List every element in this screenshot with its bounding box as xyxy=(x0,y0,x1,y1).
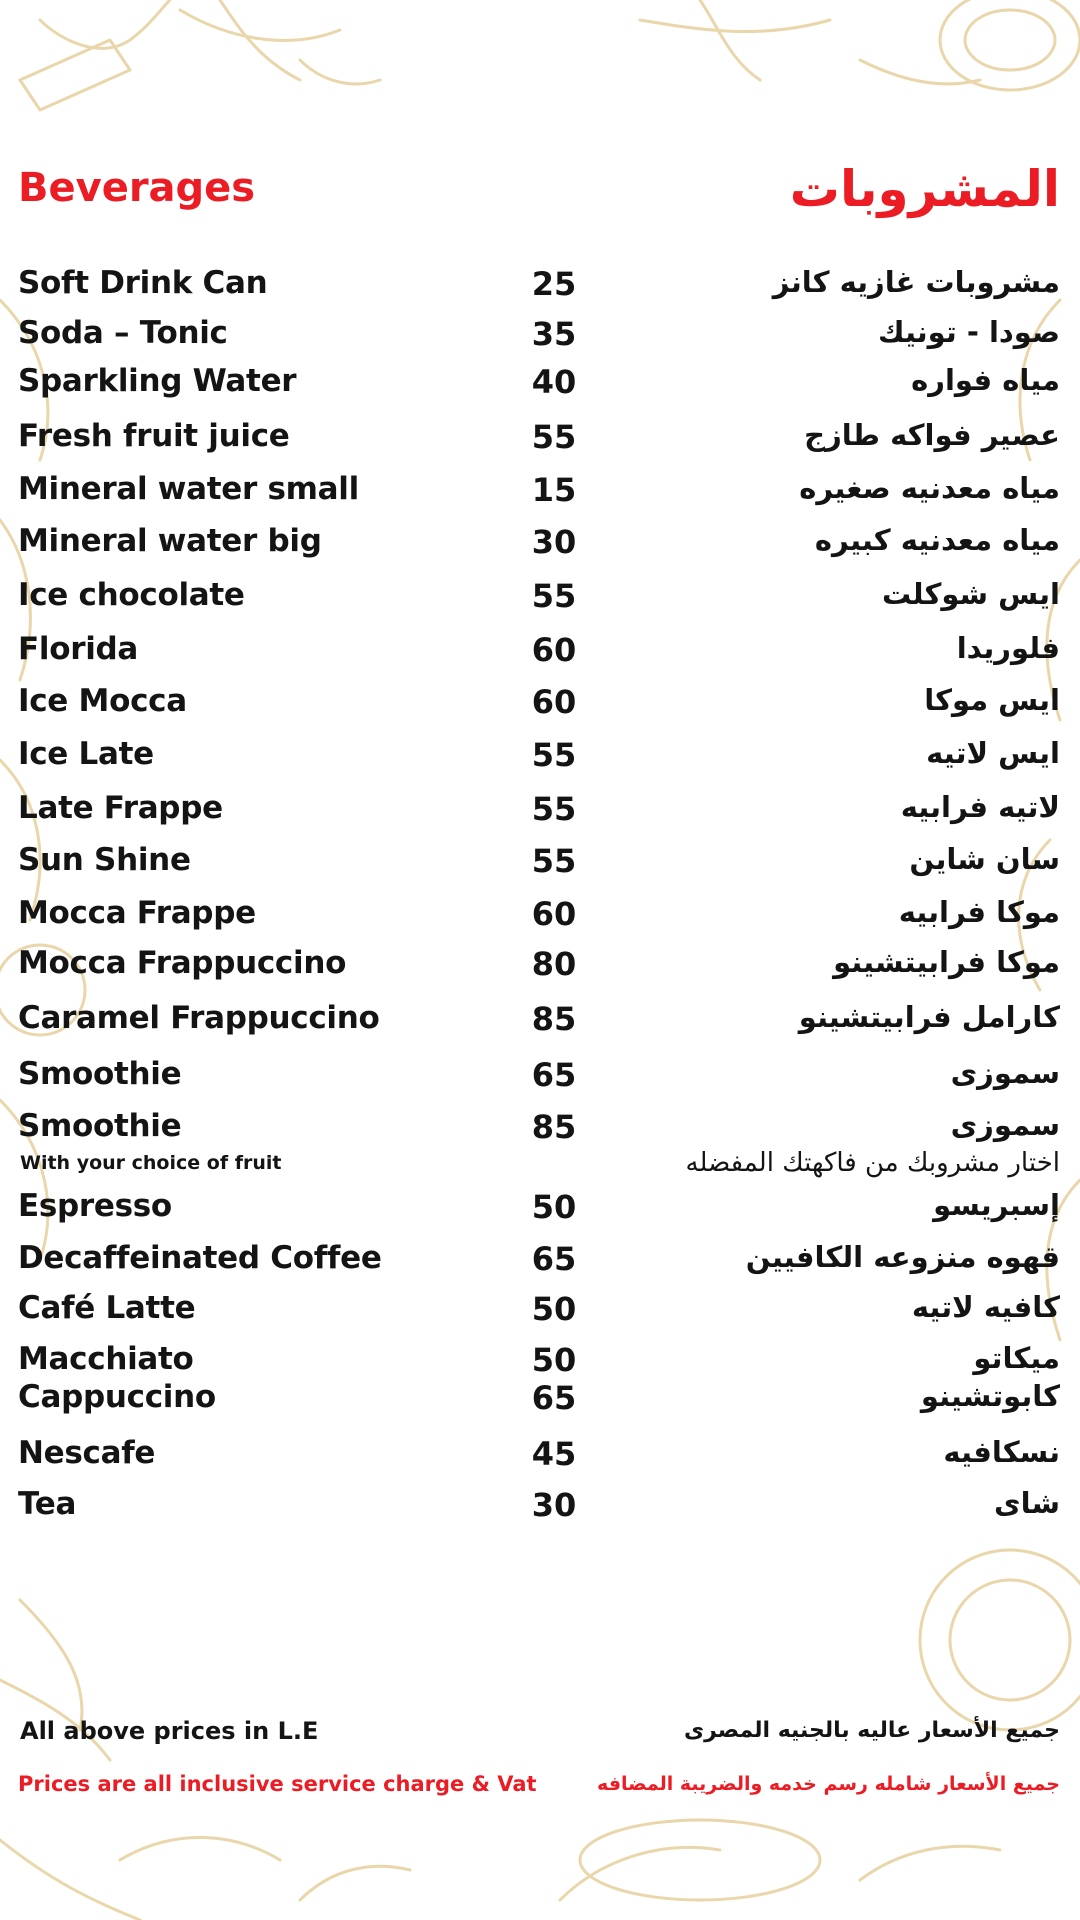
item-price: 30 xyxy=(531,1486,577,1524)
tax-note-ar: جميع الأسعار شامله رسم خدمه والضريبة المضافه xyxy=(597,1773,1060,1795)
item-name-ar: كافيه لاتيه xyxy=(911,1290,1060,1324)
menu-item-row xyxy=(0,418,1080,462)
item-price: 50 xyxy=(531,1290,577,1328)
item-name-ar: مياه معدنيه كبيره xyxy=(814,523,1060,557)
item-price: 50 xyxy=(531,1188,577,1226)
item-name-ar: صودا - تونيك xyxy=(877,315,1060,349)
item-price: 65 xyxy=(531,1240,577,1278)
item-price: 55 xyxy=(531,418,577,456)
menu-item-row xyxy=(0,471,1080,515)
item-name-ar: سان شاين xyxy=(909,842,1060,876)
section-title-en: Beverages xyxy=(18,165,256,211)
item-name-ar: شاى xyxy=(994,1486,1060,1520)
item-name-ar: فلوريدا xyxy=(956,631,1060,665)
item-note-ar: اختار مشروبك من فاكهتك المفضله xyxy=(685,1148,1060,1178)
item-price: 15 xyxy=(531,471,577,509)
item-price: 80 xyxy=(531,945,577,983)
currency-note-en: All above prices in L.E xyxy=(20,1717,319,1745)
menu-item-row xyxy=(0,315,1080,359)
item-name-ar: موكا فرابيه xyxy=(898,895,1060,929)
item-name-en: Mocca Frappe xyxy=(18,895,256,931)
item-price: 55 xyxy=(531,577,577,615)
item-price: 40 xyxy=(531,363,577,401)
item-note-en: With your choice of fruit xyxy=(20,1152,282,1174)
item-name-ar: كارامل فرابيتشينو xyxy=(798,1000,1060,1034)
item-price: 45 xyxy=(531,1435,577,1473)
item-price: 60 xyxy=(531,895,577,933)
item-price: 85 xyxy=(531,1108,577,1146)
item-name-ar: ايس لاتيه xyxy=(926,736,1060,770)
menu-item-row xyxy=(0,1188,1080,1232)
item-price: 30 xyxy=(531,523,577,561)
menu-item-row xyxy=(0,945,1080,989)
menu-item-row xyxy=(0,1379,1080,1423)
item-name-en: Mocca Frappuccino xyxy=(18,945,347,981)
item-name-en: Mineral water big xyxy=(18,523,322,559)
menu-item-row xyxy=(0,790,1080,834)
item-name-en: Mineral water small xyxy=(18,471,359,507)
item-name-en: Espresso xyxy=(18,1188,172,1224)
item-price: 55 xyxy=(531,736,577,774)
item-name-en: Café Latte xyxy=(18,1290,196,1326)
menu-item-row xyxy=(0,1108,1080,1178)
item-name-ar: قهوه منزوعه الكافيين xyxy=(745,1240,1060,1274)
item-name-en: Sparkling Water xyxy=(18,363,297,399)
item-name-en: Cappuccino xyxy=(18,1379,216,1415)
item-name-ar: ايس موكا xyxy=(924,683,1060,717)
item-name-en: Florida xyxy=(18,631,139,667)
item-name-ar: إسبريسو xyxy=(933,1188,1060,1222)
item-name-en: Fresh fruit juice xyxy=(18,418,290,454)
item-price: 65 xyxy=(531,1056,577,1094)
menu-item-row xyxy=(0,1000,1080,1044)
item-name-ar: ايس شوكلت xyxy=(881,577,1060,611)
item-price: 55 xyxy=(531,790,577,828)
currency-note-ar: جميع الأسعار عاليه بالجنيه المصرى xyxy=(683,1718,1060,1743)
item-name-en: Ice Late xyxy=(18,736,154,772)
item-name-ar: سموزى xyxy=(950,1108,1060,1142)
menu-item-row xyxy=(0,1290,1080,1334)
tax-note-en: Prices are all inclusive service charge & Vat xyxy=(18,1772,537,1796)
menu-item-row xyxy=(0,363,1080,407)
item-name-en: Decaffeinated Coffee xyxy=(18,1240,382,1276)
menu-item-row xyxy=(0,577,1080,621)
item-price: 60 xyxy=(531,631,577,669)
item-name-ar: كابوتشينو xyxy=(920,1379,1060,1413)
section-title-ar: المشروبات xyxy=(789,160,1060,218)
menu-item-row xyxy=(0,1056,1080,1100)
item-price: 85 xyxy=(531,1000,577,1038)
item-name-en: Nescafe xyxy=(18,1435,156,1471)
item-name-ar: عصير فواكه طازج xyxy=(804,418,1060,452)
item-name-en: Caramel Frappuccino xyxy=(18,1000,380,1036)
item-name-ar: ميكاتو xyxy=(973,1341,1060,1375)
item-name-en: Ice chocolate xyxy=(18,577,245,613)
menu-item-row xyxy=(0,683,1080,727)
item-name-ar: مشروبات غازيه كانز xyxy=(772,265,1060,299)
item-name-ar: لاتيه فرابيه xyxy=(900,790,1060,824)
item-name-en: Soft Drink Can xyxy=(18,265,268,301)
item-name-en: Macchiato xyxy=(18,1341,194,1377)
item-name-ar: سموزى xyxy=(950,1056,1060,1090)
menu-item-row xyxy=(0,1486,1080,1530)
item-name-en: Smoothie xyxy=(18,1108,182,1144)
item-price: 50 xyxy=(531,1341,577,1379)
item-price: 65 xyxy=(531,1379,577,1417)
item-name-en: Smoothie xyxy=(18,1056,182,1092)
item-name-en: Tea xyxy=(18,1486,77,1522)
item-name-en: Late Frappe xyxy=(18,790,223,826)
item-name-ar: موكا فرابيتشينو xyxy=(833,945,1060,979)
item-price: 60 xyxy=(531,683,577,721)
menu-item-row xyxy=(0,265,1080,309)
menu-item-row xyxy=(0,1240,1080,1284)
menu-item-row xyxy=(0,895,1080,939)
menu-item-row xyxy=(0,631,1080,675)
item-name-ar: مياه فواره xyxy=(911,363,1060,397)
item-name-en: Soda – Tonic xyxy=(18,315,228,351)
item-price: 25 xyxy=(531,265,577,303)
menu-item-row xyxy=(0,736,1080,780)
item-price: 55 xyxy=(531,842,577,880)
menu-item-row xyxy=(0,842,1080,886)
item-name-en: Sun Shine xyxy=(18,842,191,878)
item-price: 35 xyxy=(531,315,577,353)
menu-item-row xyxy=(0,523,1080,567)
item-name-ar: نسكافيه xyxy=(943,1435,1060,1469)
item-name-en: Ice Mocca xyxy=(18,683,187,719)
menu-item-row xyxy=(0,1435,1080,1479)
item-name-ar: مياه معدنيه صغيره xyxy=(799,471,1060,505)
